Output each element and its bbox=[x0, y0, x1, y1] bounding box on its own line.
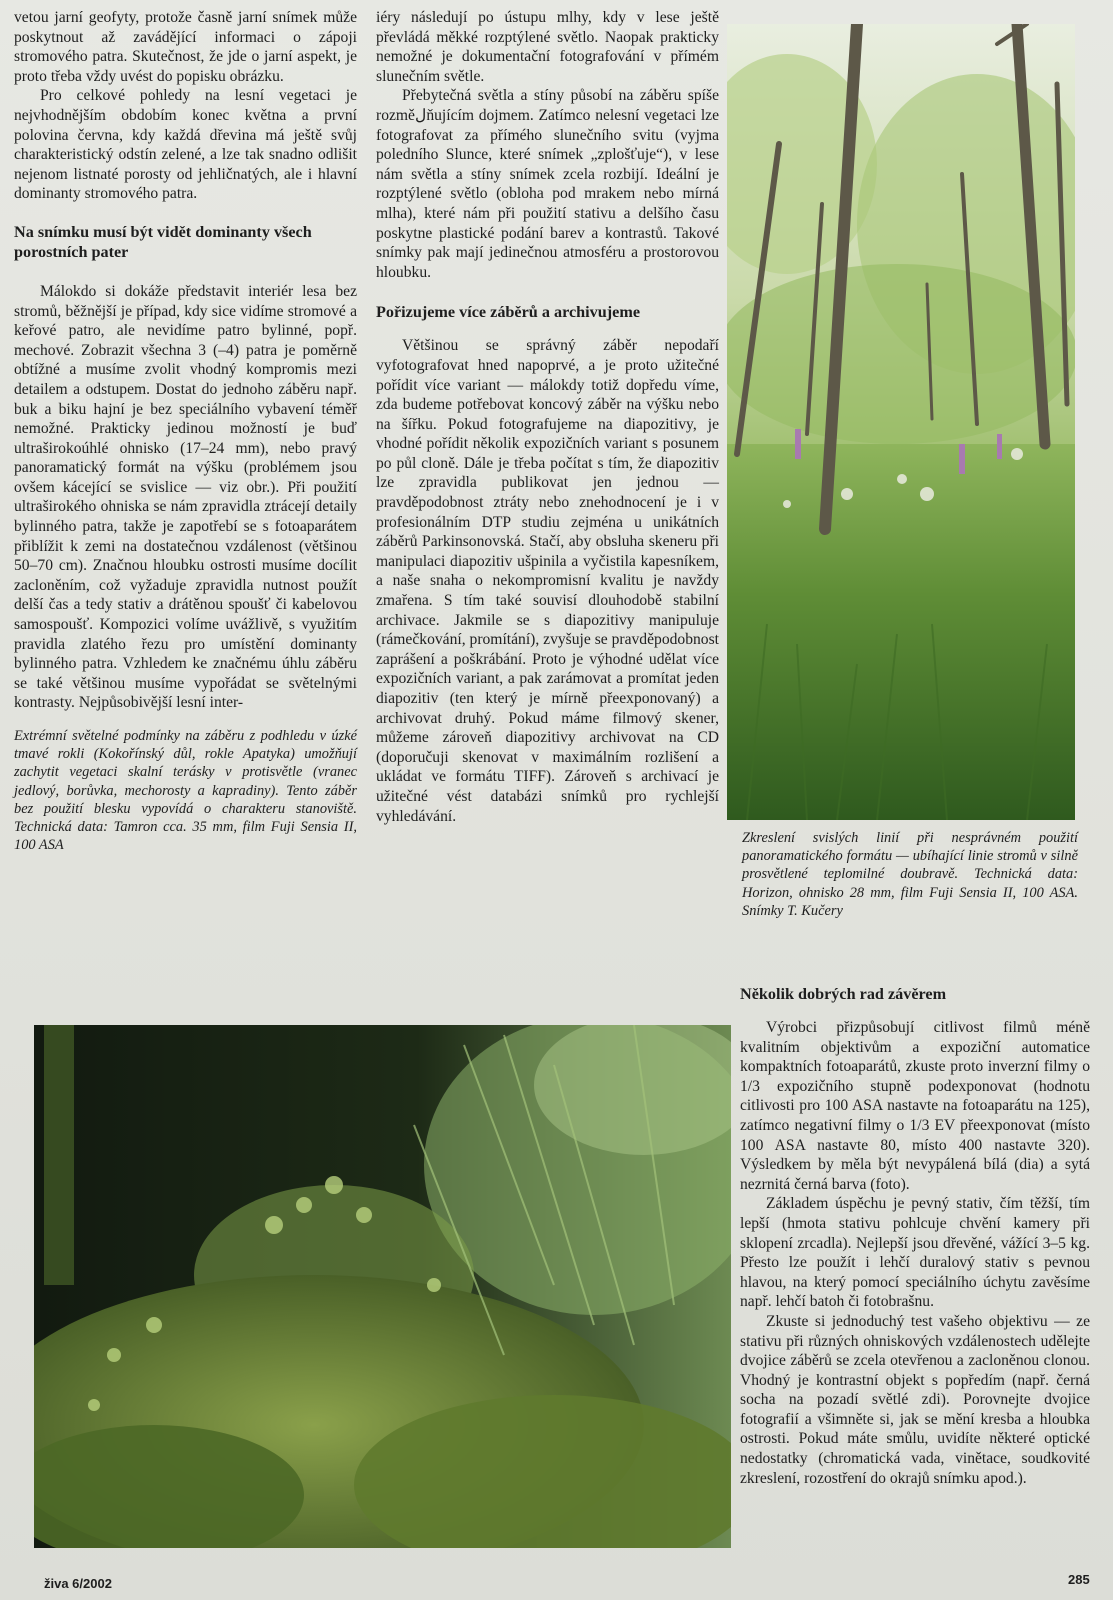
photo-caption-forest: Zkreslení svislých linií při nesprávném použití panoramatického formátu — ubíhající linie stromů v silně prosvětlené teplomilné doubravě. Technická data: Horizon, ohnisko 28 mm, film Fuji Sensia II, 100 ASA. Snímky T. Kučery bbox=[742, 830, 1078, 919]
paragraph: Základem úspěchu je pevný stativ, čím těžší, tím lepší (hmota stativu pohlcuje chvění kamery při sklopení zrcadla). Nejlepší jsou dřevěné, vážící 3–5 kg. Přesto lze použít i lehčí duralový stativ s pevnou hlavou, na který pomocí speciálního úchytu zavěsíme např. lehčí batoh či fotobrašnu. bbox=[740, 1195, 1090, 1311]
magazine-issue: živa 6/2002 bbox=[44, 1576, 112, 1591]
photo-caption-moss: Extrémní světelné podmínky na záběru z podhledu v úzké tmavé rokli (Kokořínský důl, rokle Apatyka) umožňují zachytit vegetaci skalní terásky v protisvětle (vranec jedlový, borůvka, mechorosty a kapradiny). Tento záběr bez použití blesku vypovídá o charakteru stanoviště. Technická data: Tamron cca. 35 mm, film Fuji Sensia II, 100 ASA bbox=[14, 728, 357, 854]
moss-photo bbox=[34, 1025, 731, 1548]
section-heading: Na snímku musí být vidět dominanty všech porostních pater bbox=[14, 222, 312, 261]
paragraph: Přebytečná světla a stíny působí na záběru spíše rozměلňujícím dojmem. Zatímco nelesní vegetaci lze fotografovat za přímého slunečního svitu (vyjma poledního Slunce, které snímek „zplošťuje“), v lese nám světla a stíny snímek zcela rozbijí. Ideální je rozptýlené světlo (obloha pod mrakem nebo mírná mlha), které nám při použití stativu a delšího času poskytne plastické podání barev a kontrastů. Takové snímky pak mají jedinečnou atmosféru a prostorovou hloubku. bbox=[376, 87, 719, 281]
forest-photo-image bbox=[727, 24, 1075, 820]
paragraph: iéry následují po ústupu mlhy, kdy v lese ještě převládá měkké rozptýlené světlo. Naopak prakticky nemožné je dokumentační fotografování v přímém slunečním světle. bbox=[376, 9, 719, 85]
text-column-2 bbox=[376, 8, 719, 826]
text-column-1 bbox=[14, 8, 357, 854]
moss-photo-image bbox=[34, 1025, 731, 1548]
paragraph: Málokdo si dokáže představit interiér lesa bez stromů, běžnější je případ, kdy sice vidíme stromové a keřové patro, ale nevidíme patro bylinné, popř. mechové. Zobrazit všechna 3 (–4) patra je poměrně obtížné a musíme zvolit vhodný kompromis mezi detailem a odstupem. Dostat do jednoho záběru např. buk a biku hajní je bez speciálního vybavení téměř nemožné. Prakticky jedinou možností je buď ultraširokoúhlé ohnisko (17–24 mm), nebo pravý panoramatický formát na výšku (problémem jsou ovšem kácející se svislice — viz obr.). Při použití ultraširokého ohniska se nám zpravidla ztrácejí detaily bylinného patra, takže je zapotřebí se s fotoaparátem přiblížit k zemi na dostatečnou vzdálenost (většinou 50–70 cm). Značnou hloubku ostrosti musíme docílit zacloněním, což vyžaduje zpravidla nutnost použít delší čas a tedy stativ a drátěnou spoušť či kabelovou samospoušť. Kompozici volíme uvážlivě, s využitím pravidla zlatého řezu pro umístění dominanty bylinného patra. Vzhledem ke značnému úhlu záběru se také většinou musíme vypořádat se světelnými kontrasty. Nejpůsobivější lesní inter- bbox=[14, 282, 357, 712]
paragraph: Většinou se správný záběr nepodaří vyfotografovat hned napoprvé, a je proto užitečné pořídit více variant — málokdy totiž dopředu víme, zda budeme potřebovat koncový záběr na výšku nebo na šířku. Pokud fotografujeme na diapozitivy, je vhodné pořídit několik expozičních variant s posunem po půl cloně. Dále je třeba počítat s tím, že diapozitiv lze zpravidla publikovat jen jednou — pravděpodobnost ztráty nebo znehodnocení je i v profesionálním DTP studiu zejména u unikátních záběrů Parkinsonovská. Stačí, aby obsluha skeneru při manipulaci diapozitiv ušpinila a vyčistila kapesníkem, a naše snaha o nekompromisní kvalitu je navždy zmařena. S tím také souvisí dlouhodobě stabilní archivace. Jakmile se s diapozitivy manipuluje (rámečkování, promítání), zvyšuje se pravděpodobnost zaprášení a poškrábání. Proto je výhodné udělat více expozičních variant, a pak zarámovat a promítat jeden diapozitiv (ten který je mírně přeexponovaný) a archivovat druhý. Pokud máme filmový skener, můžeme zároveň diapozitivy archivovat na CD (doporučuji skenovat v maximálním rozlišení a ukládat ve formátu TIFF). Zároveň s archivací je užitečné vést databázi snímků pro rychlejší vyhledávání. bbox=[376, 337, 719, 825]
page-number: 285 bbox=[1068, 1572, 1090, 1587]
section-heading: Několik dobrých rad závěrem bbox=[740, 985, 947, 1003]
paragraph: vetou jarní geofyty, protože časně jarní snímek může poskytnout až zavádějící informaci o zápoji stromového patra. Skutečnost, že jde o jarní aspekt, je proto třeba vždy uvést do popisku obrázku. bbox=[14, 9, 357, 85]
paragraph: Zkuste si jednoduchý test vašeho objektivu — ze stativu při různých ohniskových vzdálenostech udělejte dvojice záběrů se zcela otevřenou a zacloněnou clonou. Vhodný je kontrastní objekt s popředím (např. černá socha na pozadí světlé zdi). Porovnejte dvojice fotografií a všimněte si, jak se mění kresba a hloubka ostrosti. Pokud máte smůlu, uvidíte některé optické nedostatky (chromatická vada, vinětace, soudkovité zkreslení, rozostření do okrajů snímku apod.). bbox=[740, 1312, 1090, 1487]
paragraph: Výrobci přizpůsobují citlivost filmů méně kvalitním objektivům a expoziční automatice kompaktních fotoaparátů, zkuste proto inverzní filmy o 1/3 expozičního stupně podexponovat (hodnotu citlivosti pro 100 ASA nastavte na fotoaparátu na 125), zatímco negativní filmy o 1/3 EV přeexponovat (místo 100 ASA nastavte 80, místo 400 nastavte 320). Výsledkem by měla být nevypálená bílá (dia) a sytá nezrnitá černá barva (foto). bbox=[740, 1019, 1090, 1193]
paragraph: Pro celkové pohledy na lesní vegetaci je nejvhodnějším obdobím konec května a první polovina června, kdy každá dřevina má ještě svůj charakteristický odstín zelené, a lze tak snadno odlišit nejenom listnaté porosty od jehličnatých, ale i hlavní dominanty stromového patra. bbox=[14, 87, 357, 203]
forest-photo bbox=[727, 24, 1075, 820]
text-column-3 bbox=[740, 984, 1090, 1488]
section-heading: Pořizujeme více záběrů a archivujeme bbox=[376, 303, 641, 322]
